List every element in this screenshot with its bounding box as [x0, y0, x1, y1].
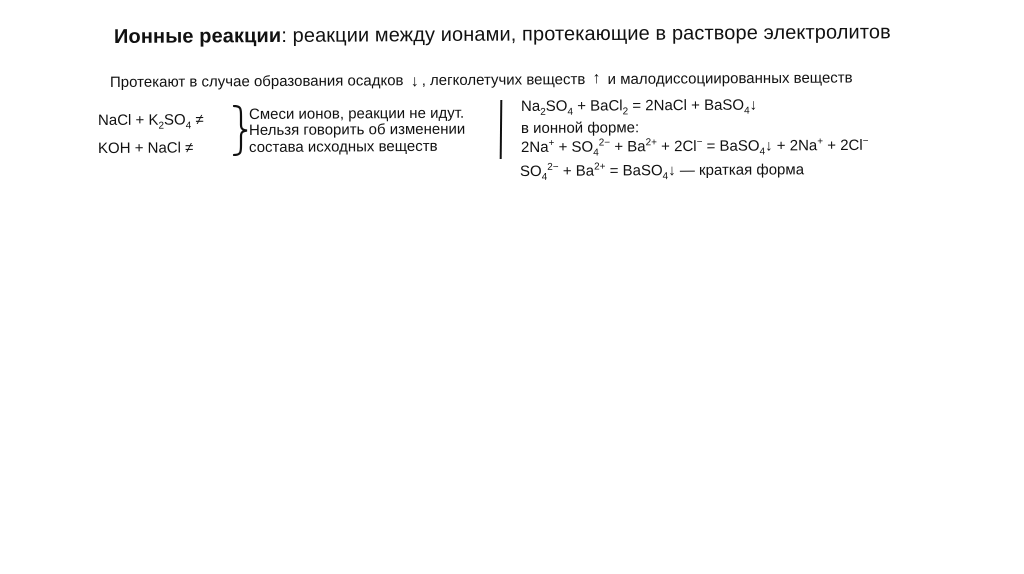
superscript: 2+: [594, 161, 606, 173]
equation-part: + 2Cl: [823, 136, 863, 155]
equation-part: + 2Cl: [656, 137, 697, 156]
subscript: 2: [622, 106, 629, 118]
equation-part: SO: [545, 97, 568, 115]
equation-part: ↓ — краткая форма: [668, 161, 805, 180]
equation-part: Na: [520, 97, 541, 115]
ionic-form-label: в ионной форме:: [520, 119, 640, 137]
subscript: 4: [744, 105, 750, 117]
down-arrow-icon: ↓: [410, 73, 419, 91]
equation-part: = BaSO: [605, 162, 663, 180]
left-example-1: [98, 111, 204, 130]
subscript: 4: [662, 171, 669, 183]
left-example-2: KOH + NaCl ≠: [97, 139, 194, 157]
equation-part: SO: [163, 111, 186, 129]
intro-text-3: и малодиссоциированных веществ: [607, 69, 853, 88]
equation-part: SO: [519, 162, 542, 180]
explanation-line-1: Смеси ионов, реакции не идут.: [248, 104, 465, 123]
short-ionic-equation: [520, 161, 804, 181]
equation-part: NaCl + K: [97, 111, 159, 129]
superscript: +: [817, 136, 824, 148]
equation-part: ↓ + 2Na: [765, 137, 818, 155]
subscript: 2: [158, 120, 165, 132]
subscript: 2: [540, 106, 546, 118]
slide-title: [114, 19, 891, 50]
up-arrow-icon: ↑: [592, 70, 601, 88]
subscript: 4: [567, 106, 574, 118]
full-ionic-equation: [521, 137, 869, 157]
vertical-divider: [500, 100, 503, 159]
intro-text-1: Протекают в случае образования осадков: [109, 72, 404, 91]
superscript: 2−: [598, 137, 611, 149]
equation-part: + Ba: [558, 162, 595, 180]
precipitate-arrow-icon: ↓: [749, 96, 758, 114]
subscript: 4: [593, 147, 599, 159]
equation-part: 2Na: [520, 138, 549, 156]
equation-part: = BaSO: [702, 137, 760, 155]
equation-part: = 2NaCl + BaSO: [628, 96, 745, 115]
equation-part: + Ba: [610, 138, 646, 156]
subscript: 4: [759, 146, 766, 158]
not-equal-sign: ≠: [191, 111, 204, 129]
intro-line: [110, 69, 853, 92]
equation-part: + BaCl: [572, 97, 623, 115]
explanation-line-2: Нельзя говорить об изменении: [248, 120, 466, 139]
intro-text-2: , легколетучих веществ: [421, 71, 586, 90]
molecular-equation: [521, 97, 757, 116]
title-rest: : реакции между ионами, протекающие в растворе электролитов: [281, 21, 891, 47]
superscript: +: [548, 137, 555, 149]
right-brace-icon: [232, 105, 248, 156]
superscript: −: [696, 136, 703, 148]
equation-part: + SO: [554, 138, 594, 156]
explanation-line-3: состава исходных веществ: [248, 137, 438, 156]
superscript: 2−: [547, 161, 559, 173]
subscript: 4: [541, 171, 548, 183]
superscript: −: [862, 135, 869, 147]
subscript: 4: [185, 120, 192, 132]
title-bold: Ионные реакции: [113, 24, 282, 48]
superscript: 2+: [645, 137, 657, 149]
